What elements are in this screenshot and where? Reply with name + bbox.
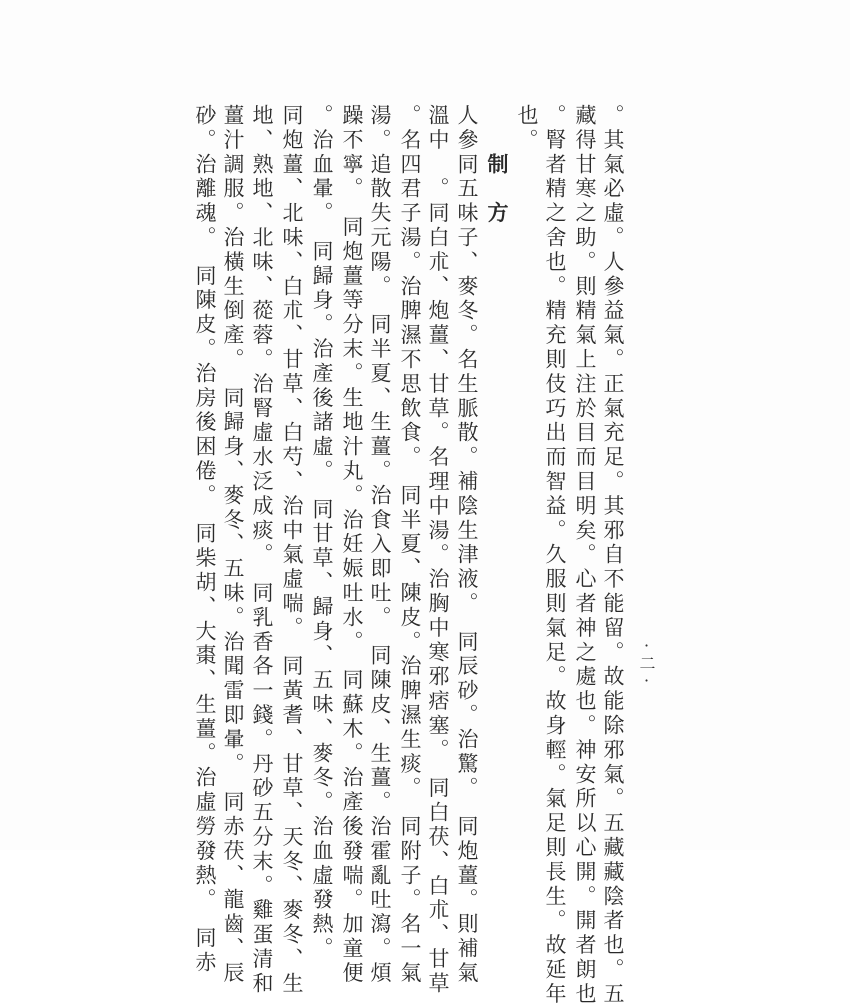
text-column: 藏得甘寒之助。則精氣上注於目而目明矣。心者神之處也。神安所以心開。開者朗也 bbox=[573, 104, 597, 1007]
text-column: 。腎者精之舍也。精充則伎巧出而智益。久服則氣足。故身輕。氣足則長生。故延年 bbox=[543, 104, 567, 1007]
text-column: 砂。治離魂。 同陳皮。治房後困倦。 同柴胡、大棗、生薑。治虛勞發熱。 同赤 bbox=[193, 104, 217, 976]
text-column: 地、熟地、北味、蓯蓉。治腎虛水泛成痰。 同乳香各一錢。丹砂五分末。雞蛋清和 bbox=[250, 104, 274, 997]
text-column: 人參同五味子、麥冬。名生脈散。補陰生津液。 同辰砂。治驚。 同炮薑。則補氣 bbox=[455, 104, 479, 986]
text-column: 躁不寧。 同炮薑等分末。生地汁丸。治妊娠吐水。 同蘇木。治產後發喘。加童便 bbox=[340, 104, 364, 986]
text-column: 。其氣必虛。人參益氣。正氣充足。其邪自不能留。故能除邪氣。五藏藏陰者也。五 bbox=[601, 104, 625, 1007]
text-column: 。名四君子湯。治脾濕不思飲食。 同半夏、陳皮。治脾濕生痰。 同附子。名一氣 bbox=[398, 104, 422, 986]
page-number: ·二· bbox=[637, 636, 656, 690]
text-column: 同炮薑、北味、白朮、甘草、白芍、治中氣虛喘。 同黃耆、甘草、天冬、麥冬、生 bbox=[280, 104, 304, 997]
section-heading: 制 方 bbox=[485, 104, 510, 226]
text-column: 溫中 。同白朮、炮薑、甘草。名理中湯。治胸中寒邪痞塞。 同白茯、白朮、甘草 bbox=[426, 104, 450, 997]
text-column: 。治血暈。 同歸身。治產後諸虛。 同甘草、歸身、五味、麥冬。治血虛發熱。 bbox=[310, 104, 334, 962]
text-column: 薑汁調服。治橫生倒產。 同歸身、麥冬、五味。治聞雷即暈。 同赤茯、龍齒、辰 bbox=[221, 104, 245, 986]
text-column: 湯。追散失元陽。 同半夏、生薑。治食入即吐。 同陳皮、生薑。治霍亂吐瀉。煩 bbox=[368, 104, 392, 986]
text-column: 也。 bbox=[515, 104, 539, 153]
